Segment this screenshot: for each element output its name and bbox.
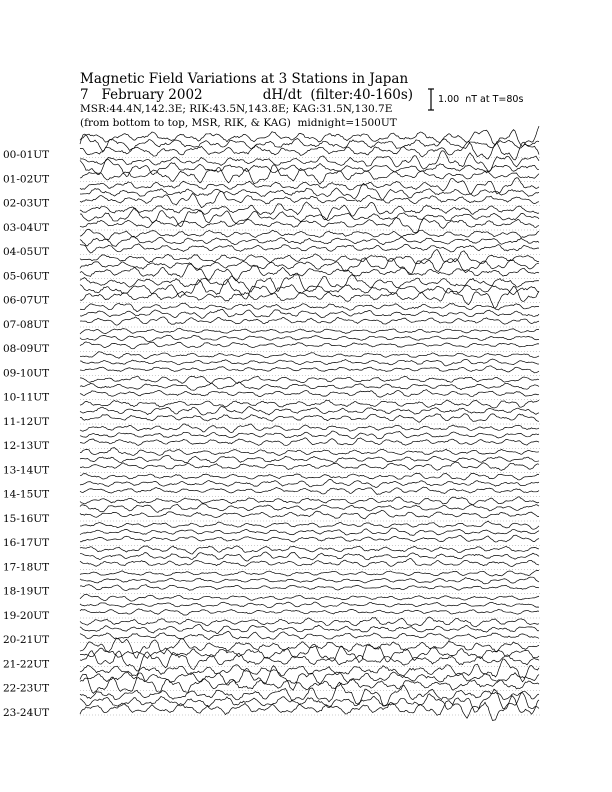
trace-20-21ut-3 bbox=[80, 631, 539, 639]
trace-17-18ut-1 bbox=[80, 546, 539, 554]
trace-09-10ut-3 bbox=[80, 366, 539, 373]
trace-17-18ut-2 bbox=[80, 552, 539, 561]
row-label-04-05ut: 04-05UT bbox=[3, 246, 50, 258]
row-label-06-07ut: 06-07UT bbox=[3, 294, 50, 307]
trace-13-14ut-2 bbox=[80, 456, 539, 463]
trace-03-04ut-3 bbox=[80, 217, 539, 232]
row-label-19-20ut: 19-20UT bbox=[3, 609, 50, 622]
trace-07-08ut-1 bbox=[80, 303, 539, 312]
station-order-note: (from bottom to top, MSR, RIK, & KAG) midnight=1500UT bbox=[80, 117, 397, 129]
trace-08-09ut-2 bbox=[80, 335, 539, 342]
trace-02-03ut-2 bbox=[80, 183, 539, 200]
trace-21-22ut-3 bbox=[80, 651, 539, 671]
trace-15-16ut-3 bbox=[80, 510, 539, 519]
trace-16-17ut-2 bbox=[80, 528, 539, 535]
trace-11-12ut-3 bbox=[80, 414, 539, 423]
trace-16-17ut-1 bbox=[80, 521, 539, 529]
row-label-05-06ut: 05-06UT bbox=[3, 270, 50, 283]
trace-18-19ut-1 bbox=[80, 570, 539, 576]
trace-13-14ut-1 bbox=[80, 448, 539, 456]
station-coordinates: MSR:44.4N,142.3E; RIK:43.5N,143.8E; KAG:31.5N,130.7E bbox=[80, 103, 393, 115]
trace-19-20ut-2 bbox=[80, 602, 539, 608]
trace-14-15ut-1 bbox=[80, 473, 539, 480]
row-label-14-15ut: 14-15UT bbox=[3, 488, 50, 501]
trace-18-19ut-2 bbox=[80, 577, 539, 584]
row-label-13-14ut: 13-14UT bbox=[3, 464, 50, 477]
chart-title: Magnetic Field Variations at 3 Stations in Japan bbox=[80, 71, 409, 87]
trace-10-11ut-2 bbox=[80, 382, 539, 390]
trace-22-23ut-3 bbox=[80, 673, 539, 693]
row-label-07-08ut: 07-08UT bbox=[3, 318, 50, 331]
trace-07-08ut-3 bbox=[80, 317, 539, 325]
trace-11-12ut-1 bbox=[80, 400, 539, 408]
row-label-00-01ut: 00-01UT bbox=[3, 149, 50, 161]
row-label-20-21ut: 20-21UT bbox=[3, 634, 50, 646]
trace-20-21ut-2 bbox=[80, 624, 539, 633]
chart-quantity: dH/dt (filter:40-160s) bbox=[262, 87, 414, 103]
trace-17-18ut-3 bbox=[80, 558, 539, 566]
trace-23-24ut-1 bbox=[80, 682, 539, 705]
trace-04-05ut-2 bbox=[80, 236, 539, 246]
row-label-12-13ut: 12-13UT bbox=[3, 440, 50, 452]
trace-05-06ut-2 bbox=[80, 258, 539, 275]
trace-23-24ut-2 bbox=[80, 689, 539, 712]
row-label-08-09ut: 08-09UT bbox=[3, 343, 50, 355]
trace-11-12ut-2 bbox=[80, 407, 539, 415]
chart-date: 7 February 2002 bbox=[80, 87, 203, 103]
row-label-18-19ut: 18-19UT bbox=[3, 585, 50, 598]
trace-15-16ut-1 bbox=[80, 497, 539, 505]
trace-20-21ut-1 bbox=[80, 617, 539, 627]
trace-08-09ut-1 bbox=[80, 328, 539, 334]
trace-23-24ut-3 bbox=[80, 696, 539, 721]
row-label-22-23ut: 22-23UT bbox=[3, 682, 50, 695]
trace-10-11ut-3 bbox=[80, 390, 539, 398]
row-label-15-16ut: 15-16UT bbox=[3, 512, 50, 525]
trace-08-09ut-3 bbox=[80, 342, 539, 349]
trace-04-05ut-3 bbox=[80, 244, 539, 253]
trace-12-13ut-3 bbox=[80, 438, 539, 446]
trace-14-15ut-3 bbox=[80, 487, 539, 494]
row-label-09-10ut: 09-10UT bbox=[3, 367, 50, 380]
trace-22-23ut-2 bbox=[80, 666, 539, 691]
trace-09-10ut-1 bbox=[80, 352, 539, 359]
trace-12-13ut-2 bbox=[80, 431, 539, 439]
trace-18-19ut-3 bbox=[80, 585, 539, 591]
row-label-02-03ut: 02-03UT bbox=[3, 197, 50, 210]
row-label-21-22ut: 21-22UT bbox=[3, 658, 50, 671]
row-label-11-12ut: 11-12UT bbox=[3, 415, 50, 428]
trace-14-15ut-2 bbox=[80, 479, 539, 487]
trace-09-10ut-2 bbox=[80, 359, 539, 366]
trace-03-04ut-1 bbox=[80, 202, 539, 220]
trace-12-13ut-1 bbox=[80, 424, 539, 433]
trace-01-02ut-3 bbox=[80, 165, 539, 184]
row-label-03-04ut: 03-04UT bbox=[3, 221, 50, 234]
scale-bar-label: 1.00 nT at T=80s bbox=[438, 94, 524, 105]
trace-rows bbox=[3, 126, 540, 720]
trace-15-16ut-2 bbox=[80, 504, 539, 512]
trace-13-14ut-3 bbox=[80, 462, 539, 470]
trace-19-20ut-1 bbox=[80, 595, 539, 602]
row-label-23-24ut: 23-24UT bbox=[3, 706, 50, 719]
trace-07-08ut-2 bbox=[80, 309, 539, 318]
trace-19-20ut-3 bbox=[80, 609, 539, 615]
row-label-10-11ut: 10-11UT bbox=[3, 391, 50, 404]
trace-16-17ut-3 bbox=[80, 535, 539, 542]
scale-bar bbox=[428, 89, 434, 110]
row-label-16-17ut: 16-17UT bbox=[3, 537, 50, 549]
trace-00-01ut-2 bbox=[80, 134, 539, 151]
trace-05-06ut-1 bbox=[80, 249, 539, 263]
trace-06-07ut-1 bbox=[80, 273, 539, 292]
row-label-01-02ut: 01-02UT bbox=[3, 173, 50, 186]
row-label-17-18ut: 17-18UT bbox=[3, 561, 50, 574]
trace-10-11ut-1 bbox=[80, 376, 539, 384]
